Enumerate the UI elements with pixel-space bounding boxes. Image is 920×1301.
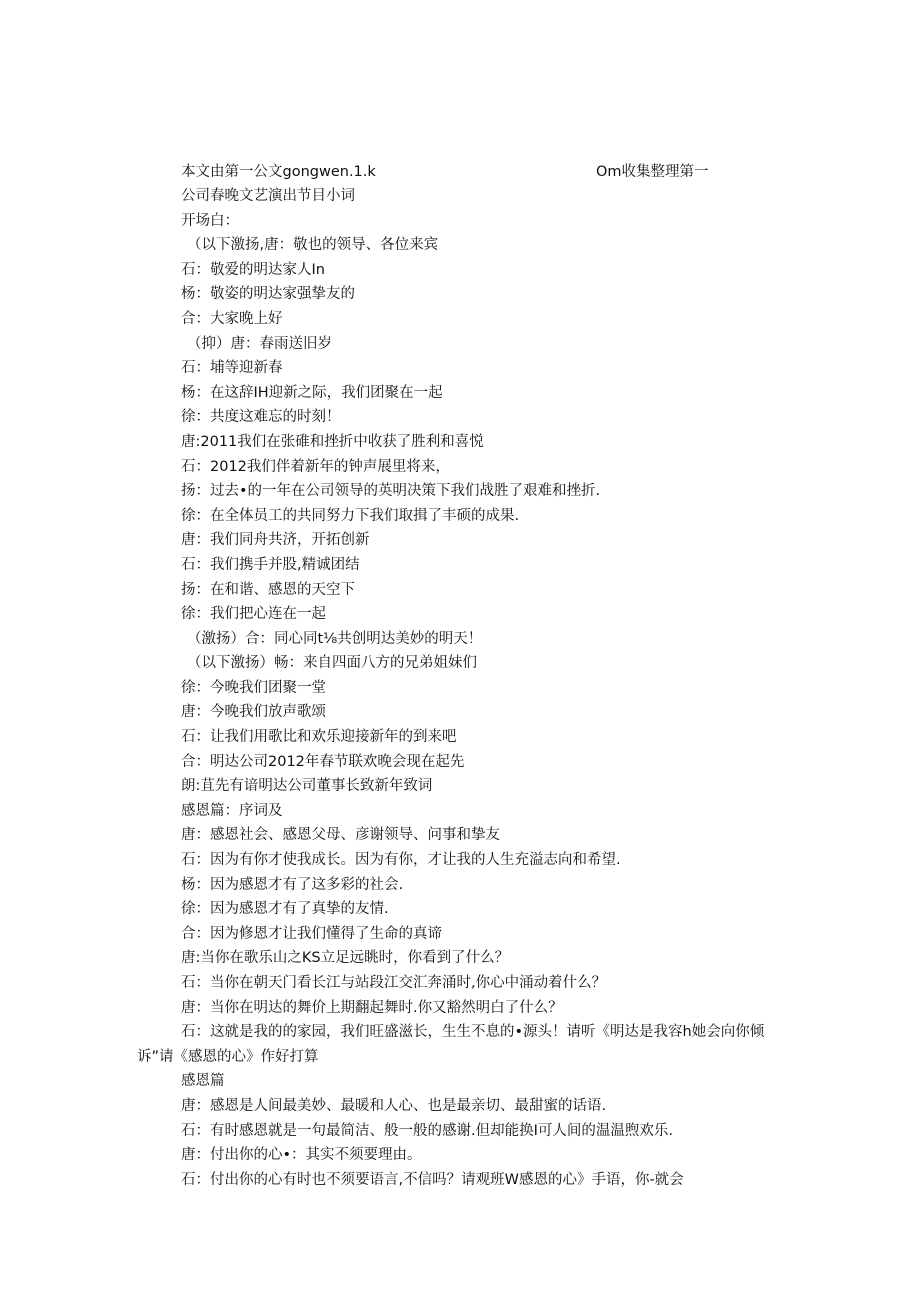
header-collector-text: Om收集整理第一 (596, 164, 709, 180)
script-line: 唐：感恩是人间最美妙、最暖和人心、也是最亲切、最甜蜜的话语. (181, 1097, 607, 1114)
script-line: 唐：当你在明达的舞价上期翻起舞时.你又豁然明白了什么？ (181, 999, 563, 1016)
script-line: 唐：我们同舟共济，开拓创新 (181, 532, 370, 549)
script-line: 徐：在全体员工的共同努力下我们取揖了丰硕的成果. (181, 507, 520, 524)
script-line: 石：当你在朝天门看长江与站段江交汇奔涌时,你心中涌动着什么？ (181, 975, 607, 991)
script-line: 石：有时感恩就是一句最简洁、般一般的感谢.但却能换I可人间的温温煦欢乐. (181, 1122, 673, 1139)
script-line: 唐:当你在歌乐山之KS立足远眺时，你看到了什么？ (181, 950, 510, 967)
script-line: 感恩篇 (181, 1073, 225, 1090)
script-line: 开场白： (181, 212, 239, 229)
script-line: 杨：敬姿的明达家强挚友的 (181, 286, 355, 303)
script-line: 石：让我们用歌比和欢乐迎接新年的到来吧 (181, 729, 457, 746)
script-line: 唐：今晚我们放声歌颂 (181, 704, 326, 721)
document-header (181, 160, 741, 184)
script-line: 合：明达公司2012年春节联欢晚会现在起先 (181, 753, 465, 770)
script-line: 徐：共度这难忘的时刻！ (181, 409, 341, 426)
script-line: 朗:苴先有谙明达公司董事长致新年致词 (181, 778, 433, 795)
script-line: 石：埔等迎新春 (181, 360, 283, 377)
script-line: 合：因为修恩才让我们懂得了生命的真谛 (181, 925, 442, 942)
script-line: 石：因为有你才使我成长。因为有你，才让我的人生充溢志向和希望. (181, 852, 621, 869)
script-line: 石：付出你的心有时也不须要语言,不信吗？请观班W感恩的心》手语，你-就会 (181, 1171, 684, 1188)
script-line: 合：大家晚上好 (181, 310, 283, 327)
script-line: 杨：因为感恩才有了这多彩的社会. (181, 876, 404, 893)
script-line: 扬：在和谐、感恩的天空下 (181, 581, 355, 598)
script-line: 徐：今晚我们团聚一堂 (181, 679, 326, 696)
script-line: （以下激扬,唐：敬也的领导、各位来宾 (187, 237, 439, 254)
script-line: 石：敬爱的明达家人In (181, 261, 325, 278)
script-line: 杨：在这辞IH迎新之际，我们团聚在一起 (181, 384, 443, 401)
script-line: 石：2012我们伴着新年的钟声展里将来， (181, 458, 450, 475)
script-line: 徐：我们把心连在一起 (181, 606, 326, 623)
script-line: 唐:2011我们在张碓和挫折中收获了胜利和喜悦 (181, 433, 484, 450)
script-line: 公司春晚文艺演出节目小词 (181, 188, 355, 204)
script-line: （以下激扬）畅：来自四面八方的兄弟姐妹们 (187, 655, 477, 672)
script-line: 扬：过去•的一年在公司领导的英明决策下我们战胜了艰难和挫折. (181, 483, 601, 500)
document-body (137, 184, 787, 1192)
script-line: 石：这就是我的的家园，我们旺盛滋长，生生不息的•源头！请听《明达是我容h她会向你倾诉”请《感恩的心》作好打算 (137, 1024, 765, 1065)
script-line: （激扬）合：同心同t⅛共创明达美妙的明天！ (187, 630, 483, 647)
script-line: 徐：因为感恩才有了真挚的友情. (181, 901, 389, 918)
script-line: 唐：付出你的心•：其实不须要理由。 (181, 1147, 422, 1164)
script-line: 唐：感恩社会、感恩父母、彦谢领导、问事和挚友 (181, 827, 500, 844)
script-line: 感恩篇：序词及 (181, 802, 283, 819)
script-line: （抑）唐：春雨送旧岁 (187, 335, 332, 352)
script-line: 石：我们携手并股,精诚团结 (181, 556, 360, 573)
header-source-text: 本文由第一公文gongwen.1.k (181, 164, 376, 180)
